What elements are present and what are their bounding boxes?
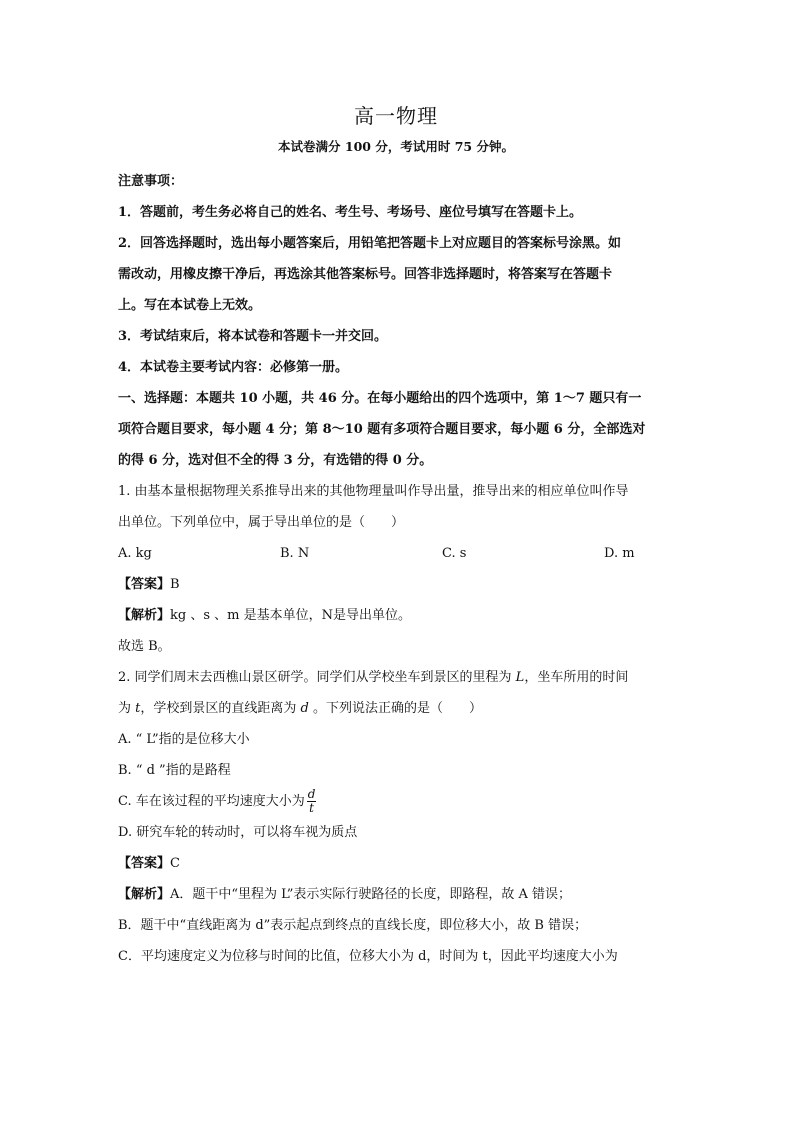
option-d: D. 研究车轮的转动时，可以将车视为质点 bbox=[118, 825, 358, 840]
analysis-tag: 【解析】 bbox=[118, 608, 171, 623]
notice-item: 需改动，用橡皮擦干净后，再选涂其他答案标号。回答非选择题时，将答案写在答题卡 bbox=[118, 267, 613, 282]
notice-item: 3．考试结束后，将本试卷和答题卡一并交回。 bbox=[118, 329, 388, 344]
question-1-stem: 出单位。下列单位中，属于导出单位的是（ ） bbox=[118, 515, 405, 530]
section-instructions: 一、选择题：本题共 10 小题，共 46 分。在每小题给出的四个选项中，第 1～7 题只有一 bbox=[118, 391, 642, 406]
question-1-analysis bbox=[118, 600, 674, 631]
analysis-text: A．题干中“里程为 L”表示实际行驶路径的长度，即路程，故 A 错误； bbox=[170, 887, 571, 902]
answer-value: B bbox=[170, 577, 180, 592]
question-2-answer bbox=[118, 848, 674, 879]
stem-text: 2. 同学们周末去西樵山景区研学。同学们从学校坐车到景区的里程为 bbox=[118, 670, 516, 685]
exam-subtitle: 本试卷满分 100 分，考试用时 75 分钟。 bbox=[278, 139, 514, 154]
question-2-stem bbox=[118, 693, 674, 724]
option-c bbox=[118, 786, 674, 817]
stem-text: ，学校到景区的直线距离为 bbox=[140, 701, 301, 716]
option-a: A. kg bbox=[118, 546, 152, 561]
notice-item: 1．答题前，考生务必将自己的姓名、考生号、考场号、座位号填写在答题卡上。 bbox=[118, 205, 583, 220]
notice-item: 4．本试卷主要考试内容：必修第一册。 bbox=[118, 360, 349, 375]
analysis-text: kg 、s 、m 是基本单位，N是导出单位。 bbox=[170, 608, 411, 623]
variable-t: t bbox=[135, 701, 141, 716]
option-b: B. “ d ”指的是路程 bbox=[118, 763, 231, 778]
option-d: D. m bbox=[604, 546, 635, 561]
question-2-analysis bbox=[118, 879, 674, 910]
stem-text: ，坐车所用的时间 bbox=[524, 670, 629, 685]
variable-d: d bbox=[300, 701, 309, 716]
question-1-answer bbox=[118, 569, 674, 600]
analysis-line: C．平均速度定义为位移与时间的比值，位移大小为 d，时间为 t，因此平均速度大小为 bbox=[118, 949, 618, 964]
answer-tag: 【答案】 bbox=[118, 856, 171, 871]
section-instructions: 的得 6 分，选对但不全的得 3 分，有选错的得 0 分。 bbox=[118, 453, 433, 468]
notice-heading: 注意事项： bbox=[118, 174, 184, 189]
option-b: B. N bbox=[280, 546, 310, 561]
section-instructions: 项符合题目要求，每小题 4 分；第 8～10 题有多项符合题目要求，每小题 6 分，全部选对 bbox=[118, 422, 646, 437]
variable-L: L bbox=[515, 670, 525, 685]
analysis-tag: 【解析】 bbox=[118, 887, 171, 902]
question-2-stem bbox=[118, 662, 674, 693]
stem-text: 为 bbox=[118, 701, 136, 716]
option-c: C. s bbox=[442, 546, 467, 561]
fraction-denominator: t bbox=[309, 801, 314, 815]
question-1-stem: 1. 由基本量根据物理关系推导出来的其他物理量叫作导出量，推导出来的相应单位叫作导 bbox=[118, 484, 629, 499]
option-a: A. “ L”指的是位移大小 bbox=[118, 732, 250, 747]
answer-tag: 【答案】 bbox=[118, 577, 171, 592]
notice-item: 2．回答选择题时，选出每小题答案后，用铅笔把答题卡上对应题目的答案标号涂黑。如 bbox=[118, 236, 622, 251]
fraction-numerator: d bbox=[307, 787, 316, 801]
page-title: 高一物理 bbox=[354, 104, 438, 128]
answer-value: C bbox=[170, 856, 180, 871]
exam-page bbox=[118, 100, 674, 972]
question-1-options bbox=[118, 538, 674, 569]
analysis-line: B．题干中“直线距离为 d”表示起点到终点的直线长度，即位移大小，故 B 错误； bbox=[118, 918, 588, 933]
option-c-text: C. 车在该过程的平均速度大小为 bbox=[118, 794, 305, 809]
fraction-d-over-t bbox=[307, 788, 317, 815]
notice-item: 上。写在本试卷上无效。 bbox=[118, 298, 262, 313]
question-1-conclusion: 故选 B。 bbox=[118, 639, 171, 654]
stem-text: 。下列说法正确的是（ ） bbox=[308, 701, 482, 716]
